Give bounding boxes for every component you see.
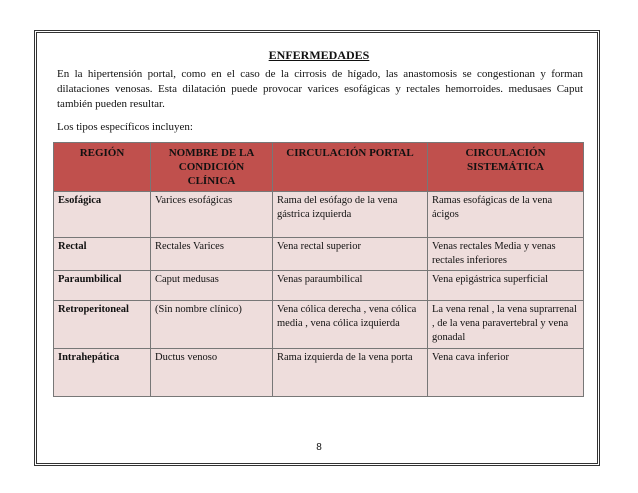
- section-heading: ENFERMEDADES: [268, 48, 370, 62]
- table-header-row: [54, 143, 584, 192]
- header-systemic: CIRCULACIÓN SISTEMÁTICA: [428, 143, 584, 192]
- cell-portal: Venas paraumbilical: [273, 271, 428, 301]
- table-row: [54, 192, 584, 238]
- cell-systemic: La vena renal , la vena suprarrenal , de la vena paravertebral y vena gonadal: [428, 301, 584, 349]
- list-intro: Los tipos específicos incluyen:: [57, 121, 193, 133]
- cell-condition: Varices esofágicas: [151, 192, 273, 238]
- cell-region: Paraumbilical: [54, 271, 151, 301]
- cell-systemic: Ramas esofágicas de la vena ácigos: [428, 192, 584, 238]
- intro-paragraph: En la hipertensión portal, como en el caso de la cirrosis de hígado, las anastomosis se congestionan y forman dilataciones venosas. Esta dilatación puede provocar varices esofágicas y rectales hemorroides. medusaes Caput también pueden resultar.: [57, 68, 583, 110]
- cell-portal: Rama izquierda de la vena porta: [273, 349, 428, 397]
- conditions-table: [53, 142, 584, 397]
- header-portal: CIRCULACIÓN PORTAL: [273, 143, 428, 192]
- cell-condition: (Sin nombre clínico): [151, 301, 273, 349]
- table-row: [54, 271, 584, 301]
- cell-systemic: Vena epigástrica superficial: [428, 271, 584, 301]
- table-row: [54, 301, 584, 349]
- cell-condition: Ductus venoso: [151, 349, 273, 397]
- cell-region: Intrahepática: [54, 349, 151, 397]
- cell-portal: Vena cólica derecha , vena cólica media , vena cólica izquierda: [273, 301, 428, 349]
- page-number: 8: [316, 442, 322, 453]
- table-row: [54, 238, 584, 271]
- cell-region: Retroperitoneal: [54, 301, 151, 349]
- table-row: [54, 349, 584, 397]
- cell-condition: Rectales Varices: [151, 238, 273, 271]
- cell-portal: Rama del esófago de la vena gástrica izquierda: [273, 192, 428, 238]
- cell-condition: Caput medusas: [151, 271, 273, 301]
- cell-portal: Vena rectal superior: [273, 238, 428, 271]
- cell-systemic: Vena cava inferior: [428, 349, 584, 397]
- header-region: REGIÓN: [54, 143, 151, 192]
- cell-region: Esofágica: [54, 192, 151, 238]
- header-condition: NOMBRE DE LA CONDICIÓN CLÍNICA: [151, 143, 273, 192]
- cell-region: Rectal: [54, 238, 151, 271]
- cell-systemic: Venas rectales Media y venas rectales inferiores: [428, 238, 584, 271]
